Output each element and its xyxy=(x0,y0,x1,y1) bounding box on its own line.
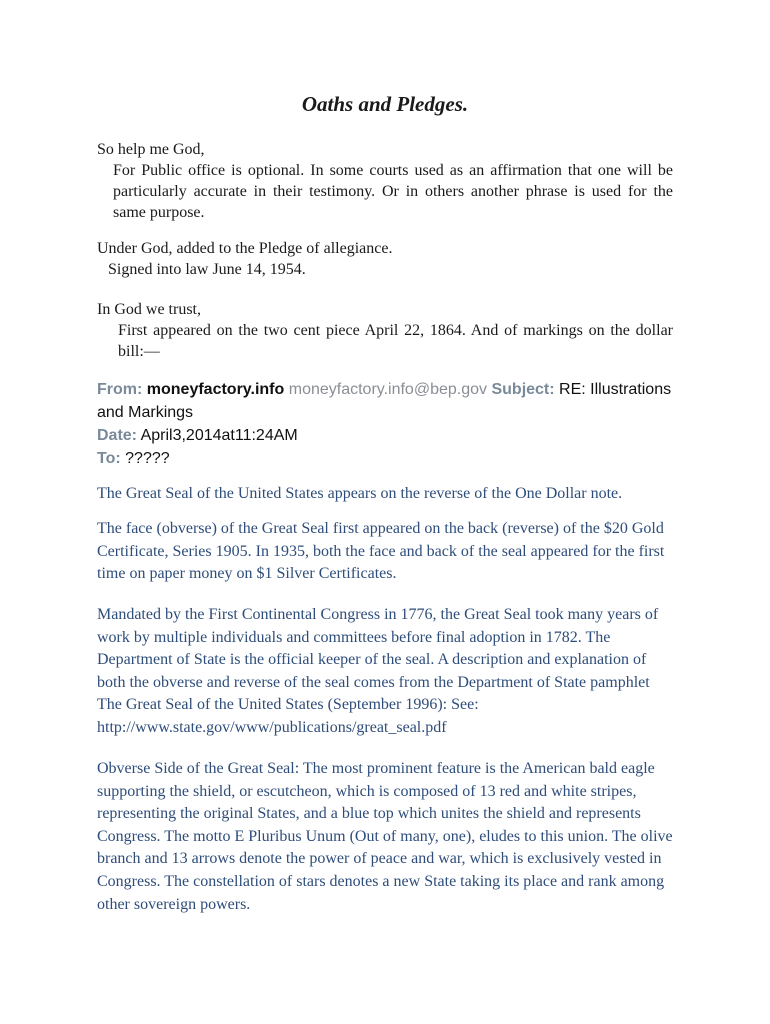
section-heading: So help me God, xyxy=(97,141,205,158)
subject-label: Subject: xyxy=(491,381,555,398)
email-date-row xyxy=(97,424,673,447)
section-in-god-we-trust xyxy=(97,299,673,362)
email-from-row xyxy=(97,378,673,424)
to-label: To: xyxy=(97,450,121,467)
to-value: ????? xyxy=(125,450,170,467)
body-paragraph: Obverse Side of the Great Seal: The most prominent feature is the American bald eagle supporting the shield, or escutcheon, which is composed of 13 red and white stripes, representing the original States, and a blue top which unites the shield and represents Congress. The motto E Pluribus Unum (Out of many, one), eludes to this union. The olive branch and 13 arrows denote the power of peace and war, which is exclusively vested in Congress. The constellation of stars denotes a new State taking its place and rank among other sovereign powers. xyxy=(97,760,673,913)
section-heading: In God we trust, xyxy=(97,301,201,318)
body-paragraph: The face (obverse) of the Great Seal first appeared on the back (reverse) of the $20 Gold Certificate, Series 1905. In 1935, both the face and back of the seal appeared for the first time on paper money on $1 Silver Certificates. xyxy=(97,520,665,583)
section-text: For Public office is optional. In some courts used as an affirmation that one will be particularly accurate in their testimony. Or in others another phrase is used for the same purpose. xyxy=(113,162,673,221)
email-to-row xyxy=(97,447,673,470)
page-title: Oaths and Pledges. xyxy=(301,92,469,116)
section-under-god xyxy=(97,238,673,280)
section-text: Signed into law June 14, 1954. xyxy=(108,261,306,278)
date-label: Date: xyxy=(97,427,138,444)
section-heading: Under God, added to the Pledge of allegiance. xyxy=(97,240,393,257)
body-paragraph: The Great Seal of the United States appears on the reverse of the One Dollar note. xyxy=(97,485,623,502)
subject-value: RE: Illustrations and Markings xyxy=(97,381,672,421)
from-label: From: xyxy=(97,381,143,398)
section-so-help-me-god xyxy=(97,139,673,223)
email-header xyxy=(97,378,673,470)
section-text: First appeared on the two cent piece April 22, 1864. And of markings on the dollar bill:— xyxy=(118,322,673,360)
body-paragraph: Mandated by the First Continental Congress in 1776, the Great Seal took many years of work by multiple individuals and committees before final adoption in 1782. The Department of State is the official keeper of the seal. A description and explanation of both the obverse and reverse of the seal comes from the Department of State pamphlet The Great Seal of the United States (September 1996): See: http://www.state.gov/www/publications/great_seal.pdf xyxy=(97,606,659,736)
sender-address: moneyfactory.info@bep.gov xyxy=(288,381,488,398)
sender-name: moneyfactory.info xyxy=(146,381,285,398)
date-value: April3,2014at11:24AM xyxy=(140,427,298,444)
